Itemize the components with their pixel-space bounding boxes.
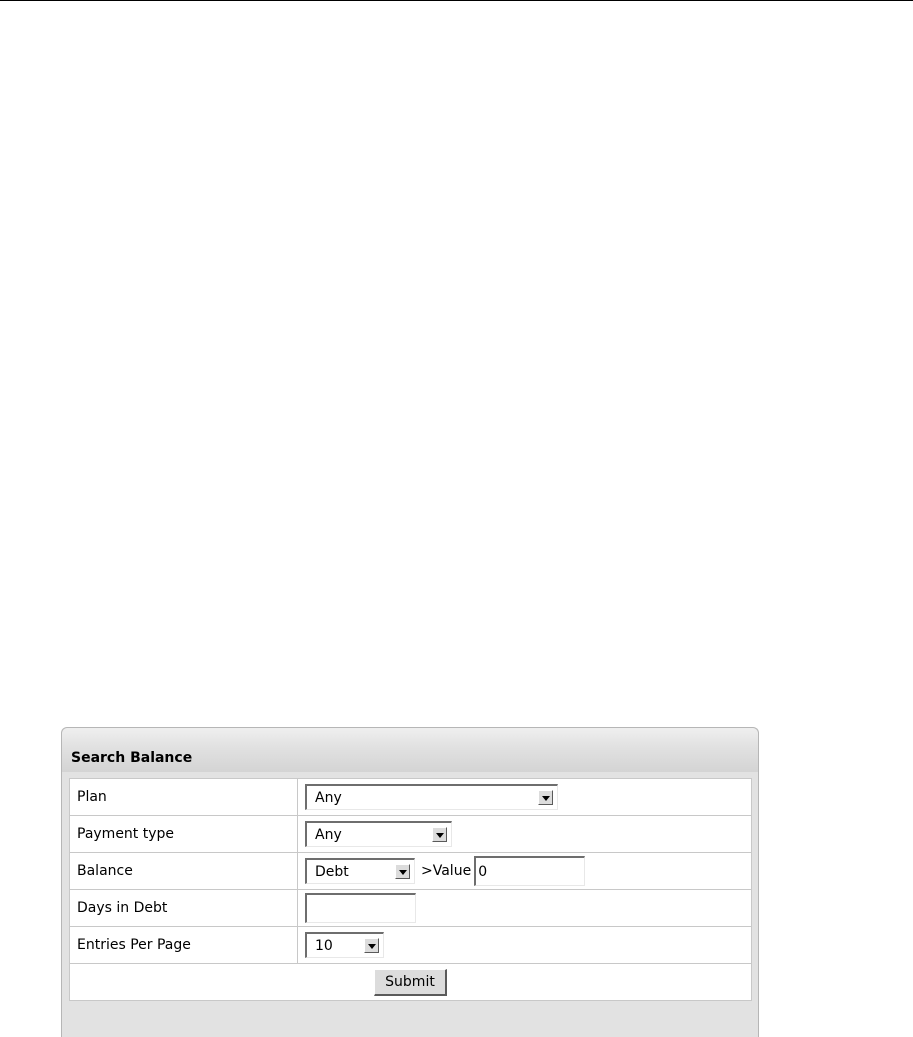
chevron-down-icon[interactable] — [364, 938, 379, 953]
value-label: >Value — [421, 863, 472, 879]
form-row-submit — [70, 964, 752, 1001]
days-in-debt-label: Days in Debt — [70, 890, 298, 927]
payment-type-select-value: Any — [315, 826, 342, 843]
chevron-down-icon[interactable] — [432, 827, 447, 842]
balance-select-value: Debt — [315, 863, 349, 880]
entries-per-page-label: Entries Per Page — [70, 927, 298, 964]
entries-per-page-select[interactable] — [305, 932, 384, 958]
balance-field-cell — [298, 853, 752, 890]
payment-type-select[interactable] — [305, 821, 452, 847]
form-row-payment-type — [70, 816, 752, 853]
panel-title: Search Balance — [62, 728, 758, 772]
balance-select[interactable] — [305, 858, 415, 884]
search-form-table — [69, 778, 752, 1001]
entries-per-page-select-value: 10 — [315, 937, 333, 954]
top-divider — [0, 0, 913, 1]
chevron-down-icon[interactable] — [538, 790, 553, 805]
submit-cell — [70, 964, 752, 1001]
balance-label: Balance — [70, 853, 298, 890]
days-in-debt-input[interactable] — [305, 893, 416, 923]
plan-select[interactable] — [305, 784, 558, 810]
form-row-plan — [70, 779, 752, 816]
plan-label: Plan — [70, 779, 298, 816]
form-row-entries-per-page — [70, 927, 752, 964]
chevron-down-icon[interactable] — [395, 864, 410, 879]
form-row-balance — [70, 853, 752, 890]
payment-type-field-cell — [298, 816, 752, 853]
search-balance-panel — [61, 727, 759, 1037]
plan-field-cell — [298, 779, 752, 816]
balance-value-input[interactable] — [474, 856, 585, 886]
entries-per-page-field-cell — [298, 927, 752, 964]
form-row-days-in-debt — [70, 890, 752, 927]
plan-select-value: Any — [315, 789, 342, 806]
payment-type-label: Payment type — [70, 816, 298, 853]
submit-button[interactable]: Submit — [374, 969, 447, 996]
days-in-debt-field-cell — [298, 890, 752, 927]
